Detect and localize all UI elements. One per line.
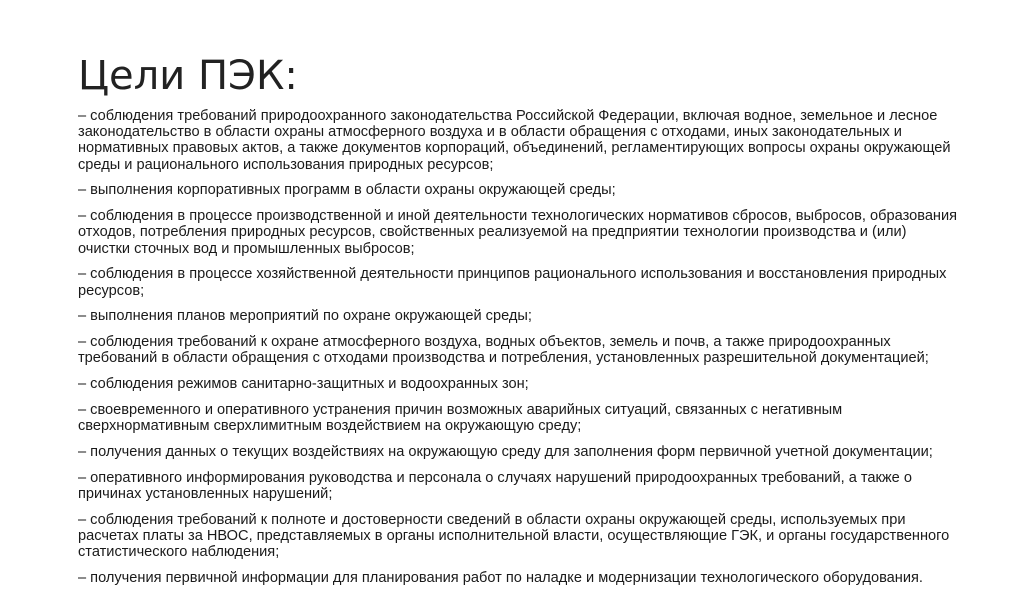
goal-item: – получения данных о текущих воздействиях на окружающую среду для заполнения форм первичной учетной документации;: [78, 444, 933, 460]
goal-item: – выполнения планов мероприятий по охране окружающей среды;: [78, 308, 532, 325]
goal-item: – выполнения корпоративных программ в области охраны окружающей среды;: [78, 182, 616, 199]
goal-item: – получения первичной информации для планирования работ по наладке и модернизации технологического оборудования.: [78, 570, 923, 586]
goal-item: – соблюдения в процессе производственной и иной деятельности технологических нормативов сбросов, выбросов, образования отходов, потребления природных ресурсов, свойственных реализуемой на предприятии технологии производства и (или) очистки сточных вод и промышленных выбросов;: [78, 208, 958, 257]
goal-item: – соблюдения в процессе хозяйственной деятельности принципов рационального использования и восстановления природных ресурсов;: [78, 266, 947, 299]
slide-title: Цели ПЭК:: [78, 53, 298, 99]
goal-list: [78, 108, 958, 596]
goal-item: – соблюдения требований к охране атмосферного воздуха, водных объектов, земель и почв, а также природоохранных требований в области обращения с отходами производства и потребления, установленных разрешительной документацией;: [78, 334, 929, 367]
goal-item: – оперативного информирования руководства и персонала о случаях нарушений природоохранных требований, а также о причинах установленных нарушений;: [78, 469, 912, 502]
goal-item: – соблюдения требований к полноте и достоверности сведений в области охраны окружающей среды, используемых при расчетах платы за НВОС, представляемых в органы исполнительной власти, осуществляющие ГЭК, и органы государственного статистического наблюдения;: [78, 511, 950, 561]
goal-item: – соблюдения требований природоохранного законодательства Российской Федерации, включая водное, земельное и лесное законодательство в области охраны атмосферного воздуха и в области обращения с отходами, иных законодательных и нормативных правовых актов, а также документов корпораций, объединений, регламентирующих вопросы охраны окружающей среды и рационального использования природных ресурсов;: [78, 108, 951, 173]
goal-item: – соблюдения режимов санитарно-защитных и водоохранных зон;: [78, 376, 529, 393]
goal-item: – своевременного и оперативного устранения причин возможных аварийных ситуаций, связанных с негативным сверхнормативным сверхлимитным воздействием на окружающую среду;: [78, 402, 843, 435]
